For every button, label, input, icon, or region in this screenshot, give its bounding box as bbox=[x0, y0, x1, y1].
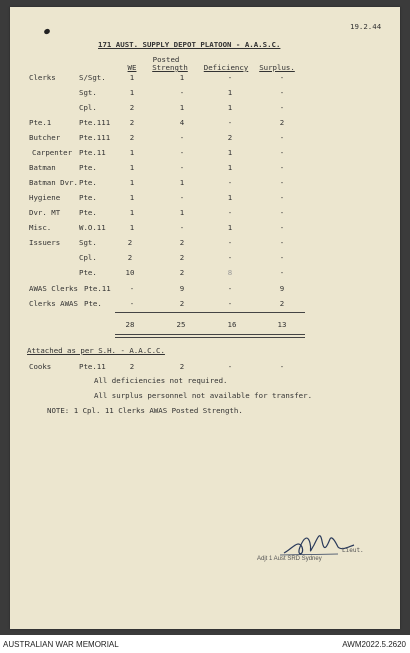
row-deficiency: 2 bbox=[227, 133, 233, 142]
row-rank: Pte.11 bbox=[79, 362, 106, 371]
row-surplus: - bbox=[279, 208, 285, 217]
row-posted: - bbox=[179, 148, 185, 157]
footer-accession-number: AWM2022.5.2620 bbox=[342, 640, 406, 649]
row-we: 1 bbox=[129, 73, 135, 82]
row-surplus: - bbox=[279, 88, 285, 97]
row-group: Issuers bbox=[29, 238, 61, 247]
total-surplus: 13 bbox=[277, 320, 287, 329]
row-rank: S/Sgt. bbox=[79, 73, 106, 82]
row-deficiency: - bbox=[227, 362, 233, 371]
row-we: 1 bbox=[129, 178, 135, 187]
row-surplus: - bbox=[279, 238, 285, 247]
row-surplus: - bbox=[279, 103, 285, 112]
row-rank: Pte.111 bbox=[79, 133, 111, 142]
row-group: Butcher bbox=[29, 133, 61, 142]
row-we: 1 bbox=[129, 148, 135, 157]
row-deficiency: 1 bbox=[227, 193, 233, 202]
row-deficiency: - bbox=[227, 178, 233, 187]
signature-rank: Lieut. bbox=[342, 547, 364, 554]
row-rank: Pte. bbox=[79, 178, 97, 187]
row-deficiency: - bbox=[227, 208, 233, 217]
row-rank: Sgt. bbox=[79, 88, 97, 97]
museum-footer bbox=[0, 635, 410, 653]
attached-heading: Attached as per S.H. - A.A.C.C. bbox=[27, 346, 165, 355]
row-posted: - bbox=[179, 133, 185, 142]
row-group: AWAS Clerks bbox=[29, 284, 78, 293]
row-rank: Pte.11 bbox=[84, 284, 111, 293]
row-posted: - bbox=[179, 88, 185, 97]
row-posted: - bbox=[179, 193, 185, 202]
row-rank: Pte. bbox=[79, 193, 97, 202]
row-rank: W.O.11 bbox=[79, 223, 106, 232]
row-rank: Pte. bbox=[79, 163, 97, 172]
row-deficiency: - bbox=[227, 253, 233, 262]
row-deficiency: - bbox=[227, 284, 233, 293]
header-posted-line1: Posted bbox=[152, 55, 180, 64]
row-rank: Pte. bbox=[84, 299, 102, 308]
row-surplus: - bbox=[279, 133, 285, 142]
row-posted: 1 bbox=[179, 73, 185, 82]
footer-source: AUSTRALIAN WAR MEMORIAL bbox=[3, 640, 119, 649]
row-surplus: - bbox=[279, 178, 285, 187]
row-we: 2 bbox=[129, 118, 135, 127]
document-page bbox=[10, 7, 400, 629]
row-posted: 1 bbox=[179, 103, 185, 112]
row-rank: Pte. bbox=[79, 268, 97, 277]
row-posted: 9 bbox=[179, 284, 185, 293]
row-surplus: 2 bbox=[279, 118, 285, 127]
row-rank: Pte.111 bbox=[79, 118, 111, 127]
total-deficiency: 16 bbox=[227, 320, 237, 329]
row-surplus: - bbox=[279, 193, 285, 202]
punch-hole-mark bbox=[43, 28, 51, 35]
row-group: Batman bbox=[29, 163, 56, 172]
note-surplus: All surplus personnel not available for transfer. bbox=[94, 391, 313, 400]
row-posted: 2 bbox=[179, 238, 185, 247]
row-surplus: - bbox=[279, 253, 285, 262]
row-we: 1 bbox=[129, 208, 135, 217]
row-deficiency: - bbox=[227, 118, 233, 127]
row-deficiency: - bbox=[227, 73, 233, 82]
row-group: Hygiene bbox=[29, 193, 61, 202]
note-deficiencies: All deficiencies not required. bbox=[94, 376, 228, 385]
totals-rule-top bbox=[115, 312, 305, 313]
row-posted: 1 bbox=[179, 208, 185, 217]
row-we: 2 bbox=[129, 103, 135, 112]
header-we: WE bbox=[127, 63, 137, 72]
document-date: 19.2.44 bbox=[350, 22, 382, 31]
row-rank: Cpl. bbox=[79, 253, 97, 262]
row-posted: 2 bbox=[179, 268, 185, 277]
row-posted: 2 bbox=[179, 362, 185, 371]
row-surplus: 2 bbox=[279, 299, 285, 308]
header-surplus: Surplus. bbox=[259, 63, 295, 72]
totals-rule-bottom-2 bbox=[115, 337, 305, 338]
row-rank: Cpl. bbox=[79, 103, 97, 112]
row-posted: - bbox=[179, 163, 185, 172]
row-we: 1 bbox=[129, 88, 135, 97]
row-we: 1 bbox=[129, 193, 135, 202]
row-we: - bbox=[129, 284, 135, 293]
row-deficiency: - bbox=[227, 238, 233, 247]
row-deficiency: 1 bbox=[227, 88, 233, 97]
row-surplus: - bbox=[279, 362, 285, 371]
row-posted: 2 bbox=[179, 299, 185, 308]
row-rank: Pte.11 bbox=[79, 148, 106, 157]
row-posted: 2 bbox=[179, 253, 185, 262]
row-group: Batman Dvr. bbox=[29, 178, 78, 187]
row-group: Clerks AWAS bbox=[29, 299, 78, 308]
row-deficiency: 1 bbox=[227, 223, 233, 232]
total-we: 28 bbox=[125, 320, 135, 329]
signature-title: Adjt 1 Aust SRD Sydney bbox=[257, 556, 322, 562]
row-posted: 4 bbox=[179, 118, 185, 127]
row-we: 1 bbox=[129, 223, 135, 232]
row-surplus: - bbox=[279, 223, 285, 232]
row-rank: Sgt. bbox=[79, 238, 97, 247]
row-surplus: 9 bbox=[279, 284, 285, 293]
totals-rule-bottom bbox=[115, 334, 305, 335]
row-posted: 1 bbox=[179, 178, 185, 187]
row-deficiency: 8 bbox=[227, 268, 233, 277]
row-we: 2 bbox=[127, 238, 133, 247]
row-surplus: - bbox=[279, 163, 285, 172]
row-group: Clerks bbox=[29, 73, 56, 82]
row-deficiency: 1 bbox=[227, 163, 233, 172]
row-we: - bbox=[129, 299, 135, 308]
row-we: 10 bbox=[125, 268, 135, 277]
row-group: Misc. bbox=[29, 223, 52, 232]
document-title: 171 AUST. SUPPLY DEPOT PLATOON - A.A.S.C. bbox=[98, 40, 281, 49]
row-we: 2 bbox=[127, 253, 133, 262]
row-deficiency: - bbox=[227, 299, 233, 308]
row-group: Pte.1 bbox=[29, 118, 52, 127]
row-we: 2 bbox=[129, 362, 135, 371]
row-surplus: - bbox=[279, 73, 285, 82]
row-we: 1 bbox=[129, 163, 135, 172]
row-rank: Pte. bbox=[79, 208, 97, 217]
row-surplus: - bbox=[279, 268, 285, 277]
row-group: Dvr. MT bbox=[29, 208, 61, 217]
header-deficiency: Deficiency bbox=[203, 63, 249, 72]
note-posted-strength: NOTE: 1 Cpl. 11 Clerks AWAS Posted Strength. bbox=[47, 406, 243, 415]
row-posted: - bbox=[179, 223, 185, 232]
row-group: Cooks bbox=[29, 362, 52, 371]
row-surplus: - bbox=[279, 148, 285, 157]
row-deficiency: 1 bbox=[227, 103, 233, 112]
row-group: Carpenter bbox=[32, 148, 73, 157]
header-posted-line2: Strength bbox=[152, 63, 188, 72]
row-deficiency: 1 bbox=[227, 148, 233, 157]
row-we: 2 bbox=[129, 133, 135, 142]
total-posted: 25 bbox=[176, 320, 186, 329]
